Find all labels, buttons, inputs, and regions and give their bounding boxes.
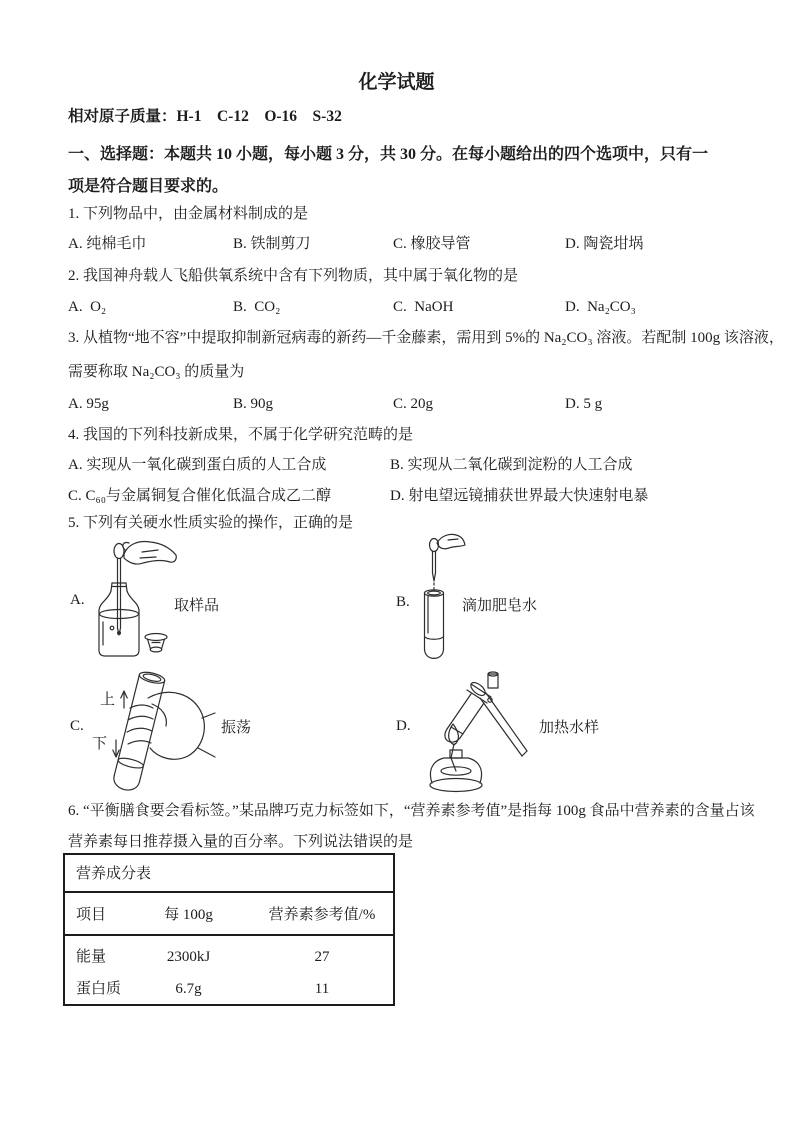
nutrition-table xyxy=(63,853,395,1006)
atomic-mass-line: 相对原子质量：H-1 C-12 O-16 S-32 xyxy=(68,108,342,125)
question-2-option-c: C. NaOH xyxy=(393,299,454,315)
row-item-name: 蛋白质 xyxy=(76,981,122,997)
row-per100g-value: 6.7g xyxy=(175,981,202,997)
up-text: 上 xyxy=(100,692,116,708)
question-3-option-d: D. 5 g xyxy=(565,396,603,412)
question-2-option-a: A. O₂ xyxy=(68,299,107,315)
heating-water-sample-illustration xyxy=(414,672,536,800)
soap-water-drop-illustration xyxy=(416,533,466,665)
question-3-option-a: A. 95g xyxy=(68,396,109,412)
nutrition-table-title: 营养成分表 xyxy=(65,855,393,893)
question-4-option-b: B. 实现从二氧化碳到淀粉的人工合成 xyxy=(390,457,633,473)
sample-bottle-illustration xyxy=(92,538,177,662)
figure-d-caption: 加热水样 xyxy=(539,720,600,736)
down-text: 下 xyxy=(92,736,108,752)
question-4-option-d: D. 射电望远镜捕获世界最大快速射电暴 xyxy=(390,488,649,504)
question-4-option-a: A. 实现从一氧化碳到蛋白质的人工合成 xyxy=(68,457,327,473)
table-row xyxy=(65,973,393,1005)
row-nrv-value: 27 xyxy=(314,949,330,965)
question-3-stem-line1: 3. 从植物“地不容”中提取抑制新冠病毒的新药—千金藤素，需用到 5%的 Na₂CO₃ 溶液。若配制 100g 该溶液， xyxy=(68,330,784,346)
question-1-option-a: A. 纯棉毛巾 xyxy=(68,236,147,252)
row-item-name: 能量 xyxy=(76,949,107,965)
figure-a-label: A. xyxy=(70,592,85,608)
shake-up-label xyxy=(100,690,115,710)
figure-d-label: D. xyxy=(396,718,411,734)
question-2-option-d: D. Na₂CO₃ xyxy=(565,299,636,315)
figure-a-caption: 取样品 xyxy=(174,598,220,614)
row-nrv-value: 11 xyxy=(314,981,330,997)
question-2-option-b: B. CO₂ xyxy=(233,299,281,315)
nutrition-table-header-row xyxy=(65,893,393,936)
question-6-stem-line1: 6. “平衡膳食要会看标签。”某品牌巧克力标签如下，“营养素参考值”是指每 100g 食品中营养素的含量占该 xyxy=(68,803,755,819)
question-6-stem-line2: 营养素每日推荐摄入量的百分率。下列说法错误的是 xyxy=(68,834,414,850)
figure-c-caption: 振荡 xyxy=(221,720,252,736)
question-4-option-c: C. C₆₀与金属铜复合催化低温合成乙二醇 xyxy=(68,488,331,504)
row-per100g-value: 2300kJ xyxy=(166,949,211,965)
question-1-option-d: D. 陶瓷坩埚 xyxy=(565,236,644,252)
shaking-test-tube-illustration xyxy=(86,664,216,802)
table-row xyxy=(65,941,393,973)
figure-b-label: B. xyxy=(396,594,410,610)
question-4-stem: 4. 我国的下列科技新成果，不属于化学研究范畴的是 xyxy=(68,427,414,443)
question-5-stem: 5. 下列有关硬水性质实验的操作，正确的是 xyxy=(68,515,354,531)
question-2-stem: 2. 我国神舟载人飞船供氧系统中含有下列物质，其中属于氧化物的是 xyxy=(68,268,519,284)
section-heading-line1: 一、选择题：本题共 10 小题，每小题 3 分，共 30 分。在每小题给出的四个选项中，只有一 xyxy=(68,146,709,163)
figure-c-label: C. xyxy=(70,718,84,734)
question-1-option-c: C. 橡胶导管 xyxy=(393,236,471,252)
question-3-option-b: B. 90g xyxy=(233,396,274,412)
question-1-stem: 1. 下列物品中，由金属材料制成的是 xyxy=(68,206,309,222)
nutrition-header-item: 项目 xyxy=(76,907,107,923)
page-title: 化学试题 xyxy=(358,72,435,93)
figure-b-caption: 滴加肥皂水 xyxy=(462,598,538,614)
question-3-option-c: C. 20g xyxy=(393,396,434,412)
nutrition-table-body xyxy=(65,936,393,1005)
question-3-stem-line2: 需要称取 Na₂CO₃ 的质量为 xyxy=(68,364,245,380)
nutrition-header-nrv: 营养素参考值/% xyxy=(268,907,376,923)
question-1-option-b: B. 铁制剪刀 xyxy=(233,236,311,252)
section-heading-line2: 项是符合题目要求的。 xyxy=(68,178,229,195)
nutrition-header-per100g: 每 100g xyxy=(164,907,213,923)
shake-down-label xyxy=(92,734,107,754)
